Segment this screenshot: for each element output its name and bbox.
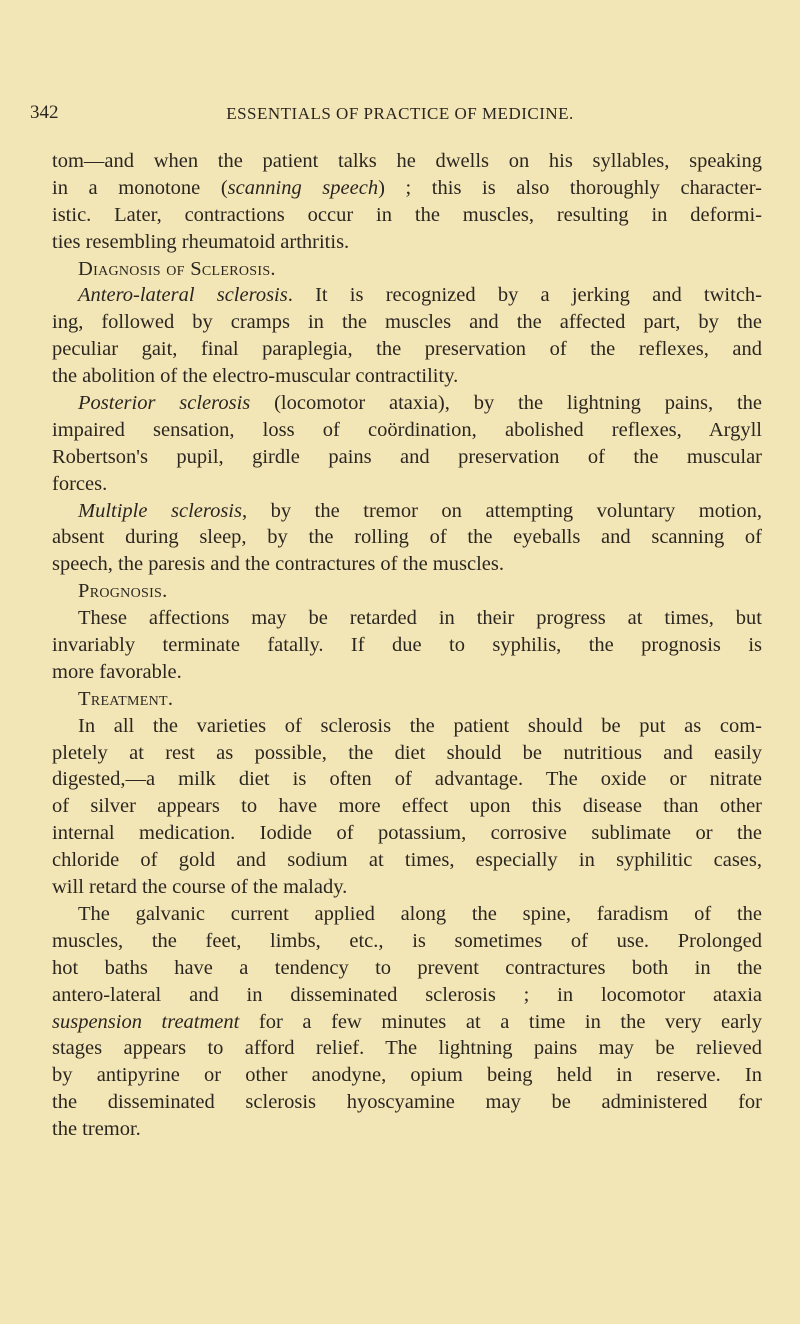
text-line xyxy=(52,1035,762,1062)
text-segment: the abolition of the electro-muscular contractility. xyxy=(52,365,459,388)
text-segment: speech, the paresis and the contractures of the muscles. xyxy=(52,553,504,576)
text-line xyxy=(52,605,762,632)
text-segment: stages appears to afford relief. The lightning pains may be relieved xyxy=(52,1037,762,1060)
text-line xyxy=(52,498,762,525)
page-body-text xyxy=(52,148,762,1143)
text-segment: invariably terminate fatally. If due to syphilis, the prognosis is xyxy=(52,634,762,657)
text-segment: impaired sensation, loss of coördination, abolished reflexes, Argyll xyxy=(52,418,762,441)
text-segment: absent during sleep, by the rolling of the eyeballs and scanning of xyxy=(52,526,762,549)
text-segment: Robertson's pupil, girdle pains and preservation of the muscular xyxy=(52,445,762,468)
text-line xyxy=(52,659,762,686)
text-segment: chloride of gold and sodium at times, especially in syphilitic cases, xyxy=(52,849,762,872)
text-line xyxy=(52,793,762,820)
text-line xyxy=(52,229,762,256)
text-line xyxy=(52,713,762,740)
text-line xyxy=(52,202,762,229)
text-segment: pletely at rest as possible, the diet should be nutritious and easily xyxy=(52,741,762,764)
page-header xyxy=(0,102,800,128)
text-segment: of silver appears to have more effect upon this disease than other xyxy=(52,795,762,818)
text-segment: These affections may be retarded in their progress at times, but xyxy=(78,607,762,630)
text-segment: , by the tremor on attempting voluntary motion, xyxy=(241,499,762,522)
text-segment: istic. Later, contractions occur in the muscles, resulting in deformi- xyxy=(52,203,762,226)
text-line xyxy=(52,632,762,659)
text-segment: by antipyrine or other anodyne, opium being held in reserve. In xyxy=(52,1064,762,1087)
text-segment: . It is recognized by a jerking and twitch- xyxy=(287,284,762,307)
text-segment: (locomotor ataxia), by the lightning pains, the xyxy=(250,392,763,415)
text-segment: ) ; this is also thoroughly character- xyxy=(378,176,762,199)
text-line xyxy=(52,928,762,955)
text-line xyxy=(52,282,762,309)
text-line xyxy=(52,1089,762,1116)
text-line xyxy=(52,175,762,202)
text-line xyxy=(52,444,762,471)
running-title: ESSENTIALS OF PRACTICE OF MEDICINE. xyxy=(226,104,574,123)
text-segment: tom—and when the patient talks he dwells on his syllables, speaking xyxy=(52,150,762,172)
italic-term: scanning speech xyxy=(227,176,379,199)
italic-term: suspension treatment xyxy=(52,1010,240,1033)
text-line xyxy=(52,1062,762,1089)
text-segment: Treatment. xyxy=(78,687,174,710)
text-segment: In all the varieties of sclerosis the patient should be put as com- xyxy=(78,714,762,737)
text-line xyxy=(52,847,762,874)
page-number: 342 xyxy=(30,102,59,123)
text-segment: ties resembling rheumatoid arthritis. xyxy=(52,230,350,253)
text-line xyxy=(52,901,762,928)
text-line xyxy=(52,740,762,767)
text-line xyxy=(52,148,762,175)
section-heading xyxy=(52,256,762,283)
text-segment: will retard the course of the malady. xyxy=(52,876,348,899)
text-segment: the tremor. xyxy=(52,1118,141,1141)
text-segment: more favorable. xyxy=(52,660,182,683)
text-line xyxy=(52,417,762,444)
text-segment: The galvanic current applied along the spine, faradism of the xyxy=(78,902,762,925)
text-line xyxy=(52,336,762,363)
text-line xyxy=(52,1116,762,1143)
text-segment: Diagnosis of Sclerosis. xyxy=(78,257,276,280)
text-segment: digested,—a milk diet is often of advantage. The oxide or nitrate xyxy=(52,768,762,791)
text-segment: for a few minutes at a time in the very early xyxy=(239,1010,762,1033)
text-segment: internal medication. Iodide of potassium, corrosive sublimate or the xyxy=(52,822,762,845)
text-line xyxy=(52,766,762,793)
text-line xyxy=(52,551,762,578)
italic-term: Multiple sclerosis xyxy=(78,499,242,522)
text-line xyxy=(52,471,762,498)
text-segment: in a monotone ( xyxy=(52,176,228,199)
italic-term: Antero-lateral sclerosis xyxy=(78,284,288,307)
text-line xyxy=(52,390,762,417)
text-line xyxy=(52,1009,762,1036)
text-line xyxy=(52,309,762,336)
text-line xyxy=(52,874,762,901)
section-heading xyxy=(52,578,762,605)
text-line xyxy=(52,820,762,847)
text-segment: Prognosis. xyxy=(78,580,168,603)
text-segment: the disseminated sclerosis hyoscyamine may be administered for xyxy=(52,1091,762,1114)
text-segment: antero-lateral and in disseminated sclerosis ; in locomotor ataxia xyxy=(52,983,762,1006)
text-segment: ing, followed by cramps in the muscles and the affected part, by the xyxy=(52,311,762,334)
text-segment: muscles, the feet, limbs, etc., is sometimes of use. Prolonged xyxy=(52,929,762,952)
text-segment: forces. xyxy=(52,472,108,495)
text-segment: hot baths have a tendency to prevent contractures both in the xyxy=(52,956,762,979)
text-segment: peculiar gait, final paraplegia, the preservation of the reflexes, and xyxy=(52,338,762,361)
text-line xyxy=(52,982,762,1009)
text-line xyxy=(52,955,762,982)
text-line xyxy=(52,524,762,551)
italic-term: Posterior sclerosis xyxy=(78,392,251,415)
section-heading xyxy=(52,686,762,713)
text-line xyxy=(52,363,762,390)
